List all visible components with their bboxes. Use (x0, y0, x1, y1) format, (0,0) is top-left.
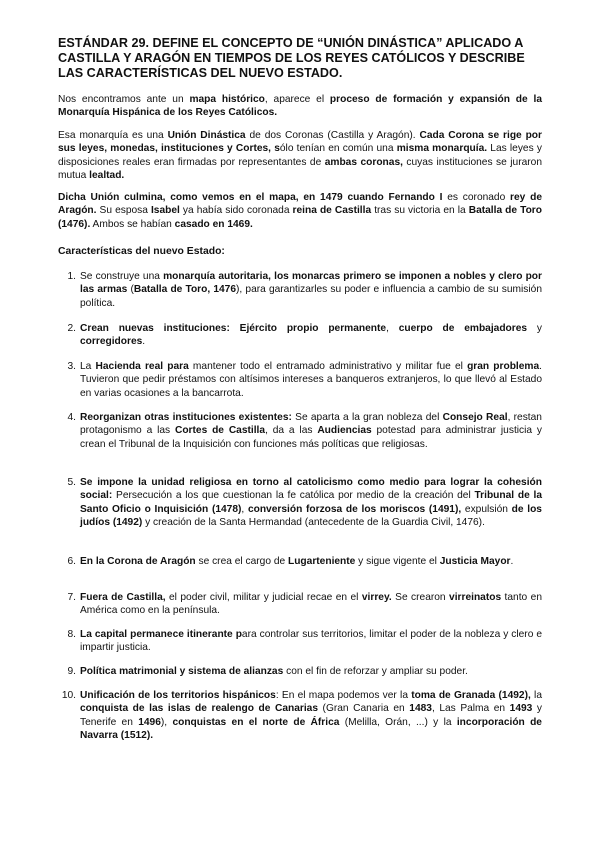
text-segment: (Melilla, Orán, ...) y la (339, 716, 457, 728)
list-item-text (80, 360, 542, 400)
bold-text-segment: de los judíos (1492) (80, 503, 542, 529)
text-segment: Las leyes y disposiciones reales eran firmadas por representantes de (58, 143, 542, 168)
list-item (58, 360, 542, 400)
bold-text-segment: En la Corona de Aragón (80, 556, 196, 567)
bold-text-segment: corregidores (80, 336, 143, 348)
list-item-number: 5. (67, 477, 76, 488)
list-item-number: 4. (67, 412, 76, 423)
text-segment: cuyas instituciones se juraron mutua (58, 156, 542, 182)
bold-text-segment: virrey. (361, 592, 392, 603)
list-item-text (80, 322, 542, 349)
bold-text-segment: virreinatos (449, 592, 502, 603)
list-item (58, 411, 542, 451)
bold-text-segment: Cada Corona se rige por sus leyes, monedas, instituciones y Cortes, s (58, 130, 542, 155)
text-segment: ( (127, 284, 134, 296)
bold-text-segment: conquistas en el norte de África (172, 716, 340, 728)
list-item-text (80, 555, 542, 568)
bold-text-segment: Crean nuevas instituciones: Ejército propio permanente (80, 323, 387, 334)
bold-text-segment: ambas coronas, (324, 156, 403, 168)
list-item (58, 628, 542, 655)
text-segment: y Tenerife en (80, 703, 542, 728)
text-segment: el poder civil, militar y judicial recae en el (165, 592, 362, 603)
bold-text-segment: Reorganizan otras instituciones existentes: (80, 412, 292, 423)
bold-text-segment: Hacienda real para (95, 361, 189, 372)
intro-paragraph (58, 93, 542, 120)
list-item-text (80, 270, 542, 310)
list-item-number: 2. (67, 323, 76, 334)
text-segment: . (142, 336, 146, 348)
text-segment: la (530, 690, 542, 701)
text-segment: expulsión (461, 503, 512, 515)
list-item-number: 3. (67, 361, 76, 372)
list-item-text (80, 628, 542, 655)
text-segment: ólo tenían en común una (279, 143, 397, 155)
bold-text-segment: Política matrimonial y sistema de alianzas (80, 666, 284, 677)
text-segment: , da a las (265, 425, 318, 437)
bold-text-segment: Unión Dinástica (167, 130, 246, 141)
bold-text-segment: La capital permanece itinerante p (80, 629, 242, 640)
section-heading: Características del nuevo Estado: (58, 246, 225, 257)
text-segment: : En el mapa podemos ver la (275, 690, 412, 701)
bold-text-segment: mapa histórico (189, 94, 265, 105)
bold-text-segment: Fuera de Castilla, (80, 592, 166, 603)
bold-text-segment: Consejo Real (442, 412, 508, 423)
text-segment: ), para garantizarles su poder e influencia a cambio de su sumisión política. (80, 284, 542, 309)
list-item-number: 7. (67, 592, 76, 603)
list-item (58, 555, 542, 568)
union-paragraph (58, 129, 542, 183)
bold-text-segment: Se impone la unidad religiosa en torno al catolicismo como medio para lograr la cohesión social: (80, 477, 542, 502)
text-segment: se crea el cargo de (195, 556, 288, 567)
text-segment: . (510, 556, 514, 567)
text-segment: ya había sido coronada (179, 205, 293, 217)
list-item (58, 591, 542, 618)
list-item-text (80, 476, 542, 530)
bold-text-segment: 1493 (509, 703, 533, 715)
text-segment: La (80, 361, 96, 372)
bold-text-segment: reina de Castilla (292, 205, 372, 217)
list-item (58, 322, 542, 349)
bold-text-segment: Batalla de Toro, 1476 (133, 284, 237, 296)
bold-text-segment: Tribunal de la Santo Oficio o Inquisición (1478) (80, 490, 543, 515)
bold-text-segment: Batalla de Toro (1476). (58, 205, 542, 230)
bold-text-segment: toma de Granada (1492), (411, 690, 531, 701)
text-segment: Persecución a los que cuestionan la fe católica por medio de la creación del (112, 490, 475, 502)
list-item-number: 10. (61, 690, 76, 701)
text-segment: , restan protagonismo a las (80, 412, 542, 437)
text-segment: Esa monarquía es una (58, 130, 168, 141)
text-segment: Ambos se habían (90, 218, 175, 230)
bold-text-segment: Audiencias (317, 425, 372, 437)
text-segment: potestad para administrar justicia y crean el Tribunal de la Inquisición con funciones más políticas que religiosas. (80, 425, 542, 450)
bold-text-segment: Justicia Mayor (439, 556, 511, 567)
list-item (58, 270, 542, 310)
text-segment: , Las Palma en (431, 703, 510, 715)
list-item-text (80, 411, 542, 451)
list-item (58, 689, 542, 743)
bold-text-segment: rey de Aragón. (58, 192, 543, 217)
list-item-number: 1. (67, 271, 76, 282)
text-segment: ), (160, 716, 173, 728)
list-item-number: 6. (67, 556, 76, 567)
text-segment: y (527, 323, 542, 334)
bold-text-segment: incorporación de Navarra (1512). (80, 716, 542, 742)
text-segment: Su esposa (96, 205, 151, 217)
bold-text-segment: monarquía autoritaria, los monarcas primero se imponen a nobles y clero por las armas (80, 271, 542, 296)
text-segment: , (386, 323, 399, 334)
text-segment: ara controlar sus territorios, limitar el poder de la nobleza y clero e impartir justicia. (80, 629, 542, 654)
text-segment: con el fin de reforzar y ampliar su poder. (283, 666, 468, 677)
bold-text-segment: lealtad. (89, 170, 125, 182)
text-segment: , aparece el (264, 94, 330, 105)
list-item-number: 9. (67, 666, 76, 677)
text-segment: . Tuvieron que pedir préstamos con altísimos intereses a banqueros extranjeros, lo que llevó al Estado en varias ocasiones a la bancarrota. (80, 361, 542, 399)
text-segment: Se crearon (391, 592, 450, 603)
document-title: ESTÁNDAR 29. DEFINE EL CONCEPTO DE “UNIÓN DINÁSTICA” APLICADO A CASTILLA Y ARAGÓN EN TIEMPOS DE LOS REYES CATÓLICOS Y DESCRIBE LAS CARACTERÍSTICAS DEL NUEVO ESTADO. (58, 36, 525, 80)
list-item-text (80, 591, 542, 618)
text-segment: tanto en América como en la península. (80, 592, 542, 617)
text-segment: tras su victoria en la (371, 205, 469, 217)
bold-text-segment: casado en 1469. (174, 218, 253, 230)
text-segment: de dos Coronas (Castilla y Aragón). (245, 130, 420, 141)
list-item-text (80, 665, 542, 678)
bold-text-segment: conversión forzosa de los moriscos (1491), (247, 503, 462, 515)
list-item (58, 665, 542, 678)
text-segment: Se construye una (80, 271, 164, 282)
bold-text-segment: gran problema (467, 361, 540, 372)
bold-text-segment: Lugarteniente (287, 556, 356, 567)
bold-text-segment: 1483 (409, 703, 432, 715)
culmination-paragraph (58, 191, 542, 231)
list-item (58, 476, 542, 530)
bold-text-segment: Unificación de los territorios hispánicos (80, 690, 276, 701)
bold-text-segment: Dicha Unión culmina, como vemos en el mapa, en 1479 cuando Fernando I (58, 192, 443, 203)
bold-text-segment: conquista de las islas de realengo de Canarias (80, 703, 318, 715)
bold-text-segment: Isabel (150, 205, 180, 217)
text-segment: , (241, 503, 248, 515)
bold-text-segment: cuerpo de embajadores (398, 323, 528, 334)
text-segment: y creación de la Santa Hermandad (antecedente de la Guardia Civil, 1476). (142, 517, 485, 529)
bold-text-segment: misma monarquía. (396, 143, 488, 155)
text-segment: (Gran Canaria en (318, 703, 410, 715)
bold-text-segment: Cortes de Castilla (174, 425, 266, 437)
list-item-text (80, 689, 542, 743)
list-item-number: 8. (67, 629, 76, 640)
text-segment: es coronado (442, 192, 511, 203)
bold-text-segment: 1496 (138, 716, 161, 728)
text-segment: Nos encontramos ante un (58, 94, 190, 105)
bold-text-segment: proceso de formación y expansión de la Monarquía Hispánica de los Reyes Católicos. (58, 94, 543, 119)
text-segment: y sigue vigente el (355, 556, 440, 567)
text-segment: mantener todo el entramado administrativo y militar fue el (188, 361, 468, 372)
text-segment: Se aparta a la gran nobleza del (291, 412, 443, 423)
